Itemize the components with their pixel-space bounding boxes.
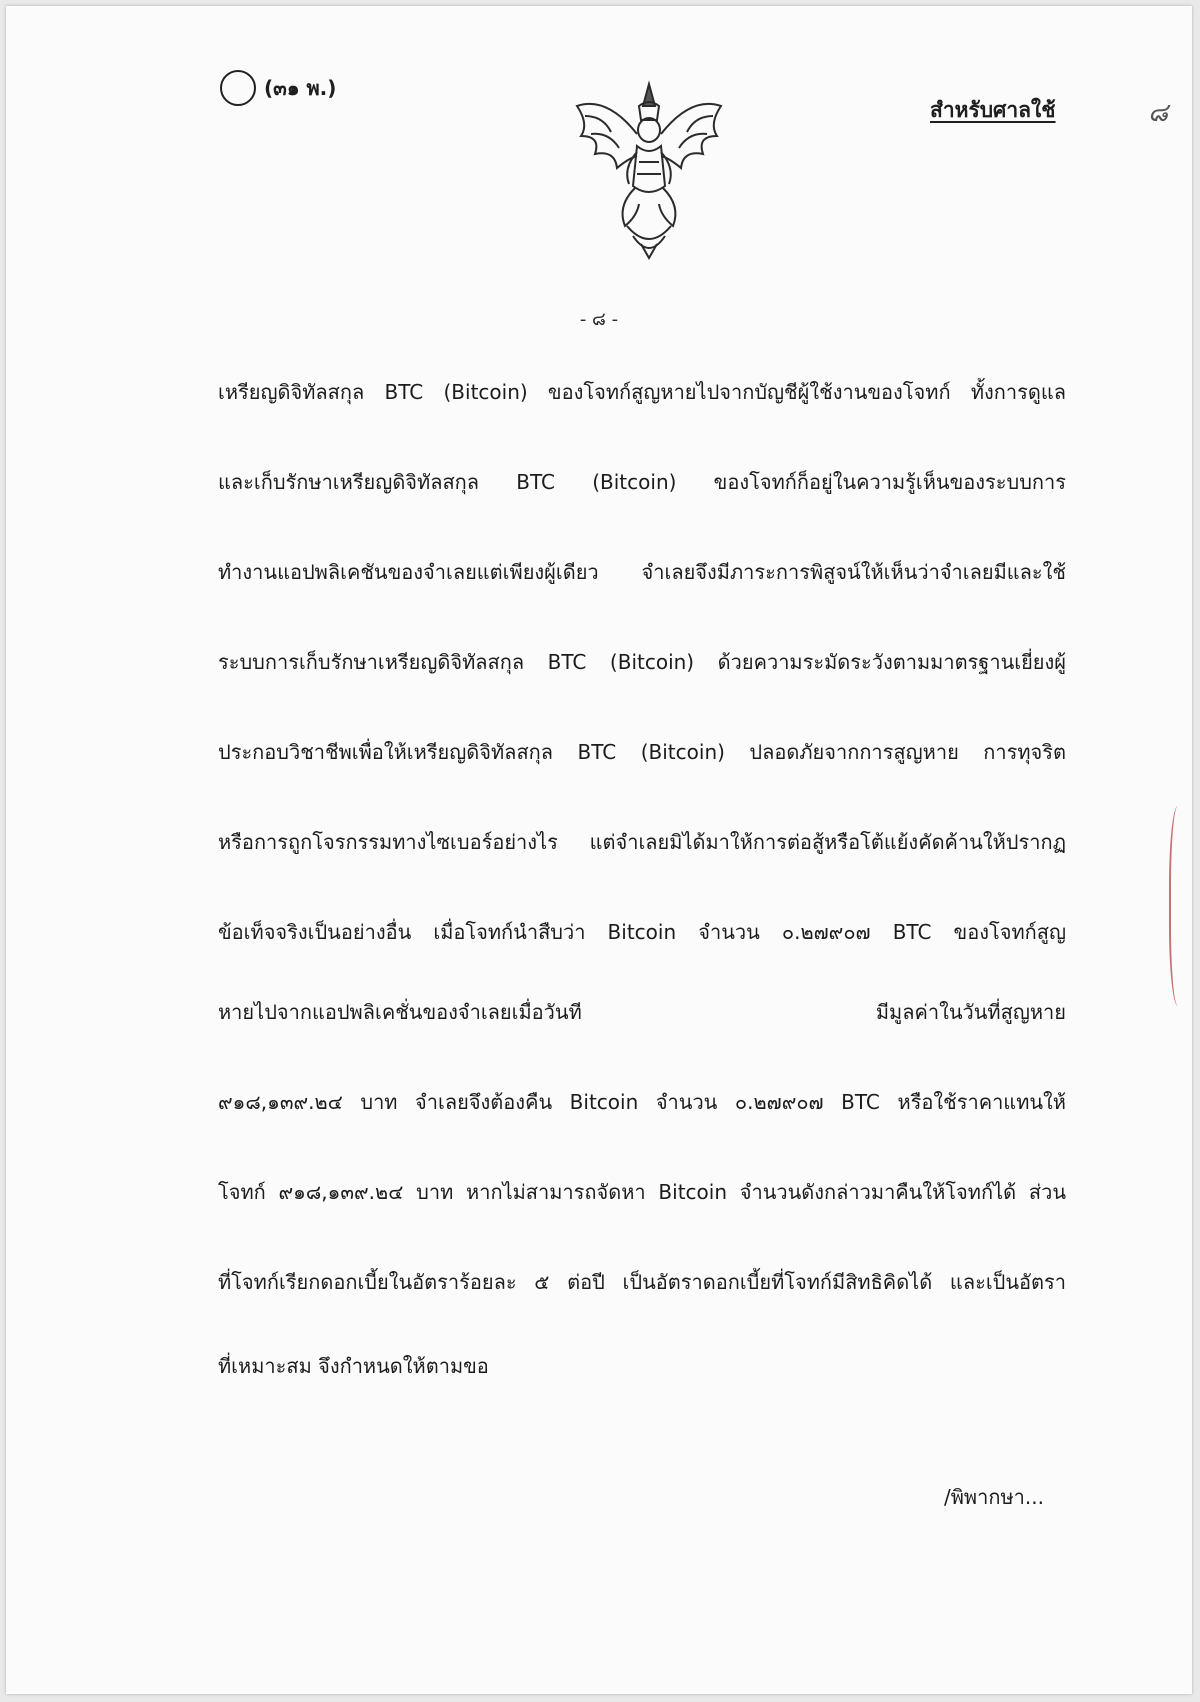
body-line: ทำงานแอปพลิเคชันของจำเลยแต่เพียงผู้เดียว จำเลยจึงมีภาระการพิสูจน์ให้เห็นว่าจำเลยมีและใช้ xyxy=(218,560,1066,584)
continuation-marker: /พิพากษา... xyxy=(944,1485,1044,1509)
body-line-left: หายไปจากแอปพลิเคชั่นของจำเลยเมื่อวันที xyxy=(218,1000,582,1024)
page-number: - ๘ - xyxy=(579,309,619,330)
body-line: ข้อเท็จจริงเป็นอย่างอื่น เมื่อโจทก์นำสืบว่า Bitcoin จำนวน ๐.๒๗๙๐๗ BTC ของโจทก์สูญ xyxy=(218,920,1066,944)
document-page xyxy=(6,6,1192,1694)
body-line: หรือการถูกโจรกรรมทางไซเบอร์อย่างไร แต่จำเลยมิได้มาให้การต่อสู้หรือโต้แย้งคัดค้านให้ปรากฏ xyxy=(218,830,1066,854)
body-line: ๙๑๘,๑๓๙.๒๔ บาท จำเลยจึงต้องคืน Bitcoin จำนวน ๐.๒๗๙๐๗ BTC หรือใช้ราคาแทนให้ xyxy=(218,1090,1066,1114)
body-line: โจทก์ ๙๑๘,๑๓๙.๒๔ บาท หากไม่สามารถจัดหา Bitcoin จำนวนดังกล่าวมาคืนให้โจทก์ได้ ส่วน xyxy=(218,1180,1066,1204)
garuda-emblem-icon xyxy=(567,76,731,262)
red-stamp-edge-icon xyxy=(1169,806,1191,1006)
form-code-text: (๓๑ พ.) xyxy=(264,76,337,100)
court-use-label: สำหรับศาลใช้ xyxy=(930,98,1056,122)
body-line: เหรียญดิจิทัลสกุล BTC (Bitcoin) ของโจทก์สูญหายไปจากบัญชีผู้ใช้งานของโจทก์ ทั้งการดูแล xyxy=(218,380,1066,404)
form-code xyxy=(220,70,336,106)
body-line: ประกอบวิชาชีพเพื่อให้เหรียญดิจิทัลสกุล BTC (Bitcoin) ปลอดภัยจากการสูญหาย การทุจริต xyxy=(218,740,1066,764)
body-line: ที่เหมาะสม จึงกำหนดให้ตามขอ xyxy=(218,1354,489,1378)
body-line: ระบบการเก็บรักษาเหรียญดิจิทัลสกุล BTC (Bitcoin) ด้วยความระมัดระวังตามมาตรฐานเยี่ยงผู้ xyxy=(218,650,1066,674)
body-line: และเก็บรักษาเหรียญดิจิทัลสกุล BTC (Bitcoin) ของโจทก์ก็อยู่ในความรู้เห็นของระบบการ xyxy=(218,470,1066,494)
body-line-right: มีมูลค่าในวันที่สูญหาย xyxy=(875,1000,1066,1024)
body-line: ที่โจทก์เรียกดอกเบี้ยในอัตราร้อยละ ๕ ต่อปี เป็นอัตราดอกเบี้ยที่โจทก์มีสิทธิคิดได้ และเป็นอัตรา xyxy=(218,1270,1066,1294)
circle-mark-icon xyxy=(220,70,256,106)
body-line-with-blank xyxy=(218,998,1066,1026)
margin-note: ๘ xyxy=(1148,98,1169,128)
